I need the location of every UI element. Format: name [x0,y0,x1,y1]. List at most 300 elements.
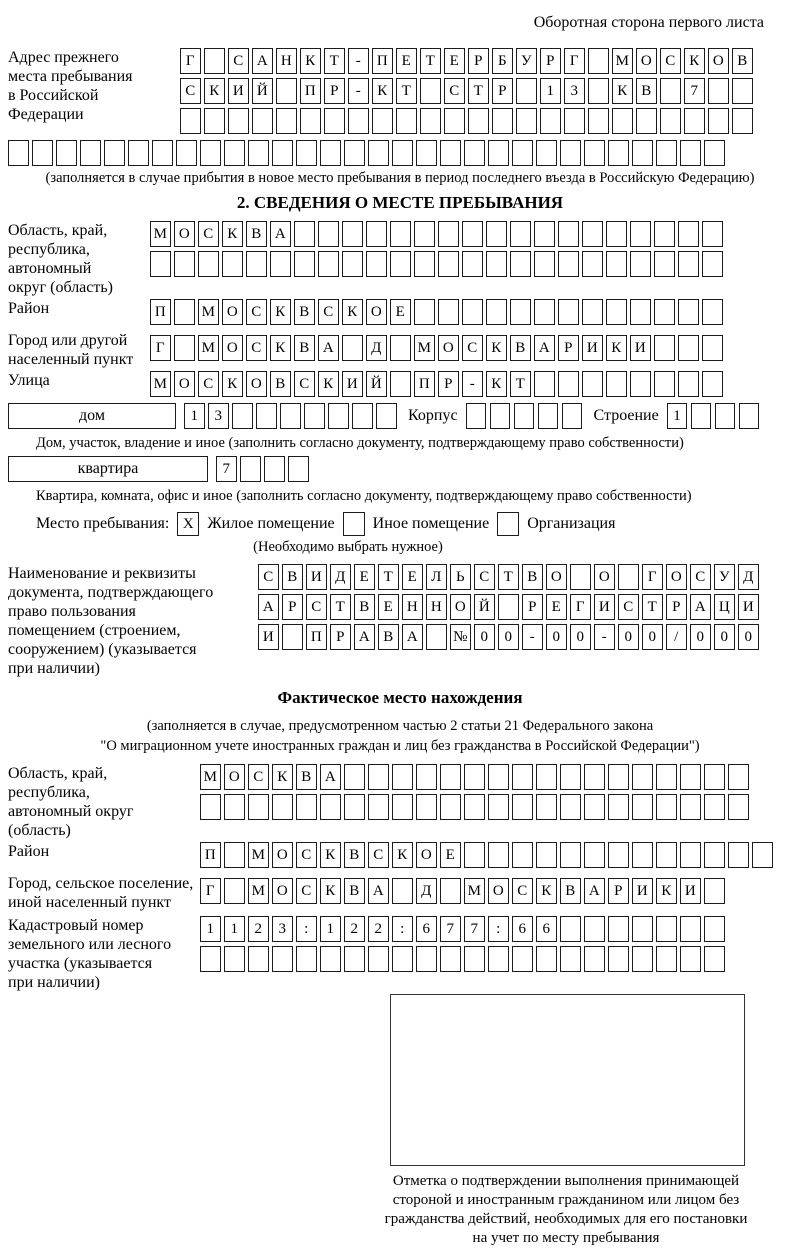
char-box[interactable]: И [680,878,701,904]
char-box[interactable] [680,794,701,820]
char-box[interactable]: О [488,878,509,904]
char-box[interactable] [416,946,437,972]
char-box[interactable]: М [414,335,435,361]
char-box[interactable] [396,108,417,134]
char-box[interactable]: С [296,878,317,904]
char-box[interactable]: В [270,371,291,397]
char-box[interactable]: П [306,624,327,650]
char-box[interactable] [680,842,701,868]
char-box[interactable] [328,403,349,429]
char-box[interactable] [584,764,605,790]
char-box[interactable]: 3 [272,916,293,942]
char-box[interactable]: Т [498,564,519,590]
char-box[interactable] [174,299,195,325]
char-box[interactable] [678,371,699,397]
char-box[interactable] [512,140,533,166]
char-box[interactable] [570,564,591,590]
char-box[interactable] [486,251,507,277]
char-box[interactable] [320,946,341,972]
char-box[interactable] [318,251,339,277]
char-box[interactable] [560,916,581,942]
char-box[interactable]: А [252,48,273,74]
char-box[interactable] [534,251,555,277]
char-box[interactable]: Р [324,78,345,104]
char-box[interactable]: М [198,299,219,325]
char-box[interactable]: Р [438,371,459,397]
char-box[interactable]: С [246,335,267,361]
char-box[interactable]: А [690,594,711,620]
char-box[interactable]: Г [180,48,201,74]
char-box[interactable] [462,221,483,247]
char-box[interactable] [564,108,585,134]
char-box[interactable] [702,299,723,325]
char-box[interactable] [588,108,609,134]
char-box[interactable] [630,371,651,397]
char-box[interactable] [224,842,245,868]
char-box[interactable] [516,108,537,134]
char-box[interactable]: И [228,78,249,104]
char-box[interactable]: И [630,335,651,361]
char-box[interactable]: С [294,371,315,397]
char-box[interactable]: 0 [498,624,519,650]
char-box[interactable] [414,251,435,277]
char-box[interactable]: О [246,371,267,397]
char-box[interactable] [654,371,675,397]
char-box[interactable] [516,78,537,104]
char-box[interactable]: 7 [440,916,461,942]
char-box[interactable]: К [320,842,341,868]
char-box[interactable] [366,251,387,277]
char-box[interactable]: Ь [450,564,471,590]
char-box[interactable] [560,842,581,868]
char-box[interactable]: 0 [570,624,591,650]
char-box[interactable] [180,108,201,134]
char-box[interactable]: Р [558,335,579,361]
char-box[interactable] [344,140,365,166]
char-box[interactable]: П [300,78,321,104]
char-box[interactable] [344,794,365,820]
char-box[interactable] [630,299,651,325]
char-box[interactable] [462,299,483,325]
char-box[interactable]: В [344,842,365,868]
char-box[interactable]: 7 [684,78,705,104]
char-box[interactable]: 2 [344,916,365,942]
char-box[interactable] [366,221,387,247]
char-box[interactable]: Б [492,48,513,74]
char-box[interactable] [426,624,447,650]
char-box[interactable] [464,842,485,868]
char-box[interactable] [656,794,677,820]
char-box[interactable] [200,946,221,972]
char-box[interactable]: Р [540,48,561,74]
char-box[interactable]: 3 [564,78,585,104]
char-box[interactable] [632,764,653,790]
char-box[interactable] [288,456,309,482]
char-box[interactable] [732,108,753,134]
char-box[interactable] [534,221,555,247]
char-box[interactable]: А [534,335,555,361]
char-box[interactable]: В [282,564,303,590]
char-box[interactable] [562,403,583,429]
char-box[interactable]: Д [738,564,759,590]
char-box[interactable] [618,564,639,590]
char-box[interactable] [660,78,681,104]
char-box[interactable]: : [392,916,413,942]
char-box[interactable] [582,299,603,325]
char-box[interactable]: Е [440,842,461,868]
char-box[interactable] [272,794,293,820]
char-box[interactable] [654,299,675,325]
char-box[interactable] [704,842,725,868]
char-box[interactable]: К [536,878,557,904]
char-box[interactable] [512,764,533,790]
char-box[interactable]: С [660,48,681,74]
char-box[interactable]: К [318,371,339,397]
char-box[interactable]: Г [570,594,591,620]
char-box[interactable] [368,946,389,972]
char-box[interactable] [390,221,411,247]
char-box[interactable] [320,794,341,820]
char-box[interactable]: С [462,335,483,361]
char-box[interactable] [632,140,653,166]
char-box[interactable] [416,764,437,790]
char-box[interactable] [486,221,507,247]
char-box[interactable]: № [450,624,471,650]
char-box[interactable]: М [198,335,219,361]
char-box[interactable]: О [666,564,687,590]
char-box[interactable] [198,251,219,277]
char-box[interactable]: 0 [474,624,495,650]
char-box[interactable] [488,140,509,166]
char-box[interactable]: Е [390,299,411,325]
char-box[interactable] [352,403,373,429]
char-box[interactable]: И [632,878,653,904]
char-box[interactable] [414,221,435,247]
char-box[interactable] [514,403,535,429]
char-box[interactable]: К [486,335,507,361]
char-box[interactable] [488,764,509,790]
char-box[interactable] [296,140,317,166]
char-box[interactable]: С [318,299,339,325]
char-box[interactable]: В [294,299,315,325]
char-box[interactable] [222,251,243,277]
char-box[interactable] [536,764,557,790]
char-box[interactable]: И [258,624,279,650]
char-box[interactable] [678,221,699,247]
char-box[interactable]: Й [366,371,387,397]
char-box[interactable]: М [248,842,269,868]
char-box[interactable] [492,108,513,134]
char-box[interactable]: 6 [416,916,437,942]
char-box[interactable] [464,764,485,790]
char-box[interactable]: 1 [224,916,245,942]
char-box[interactable]: Р [330,624,351,650]
char-box[interactable]: В [344,878,365,904]
char-box[interactable]: С [444,78,465,104]
char-box[interactable]: А [368,878,389,904]
char-box[interactable] [608,140,629,166]
char-box[interactable] [464,794,485,820]
char-box[interactable] [702,371,723,397]
char-box[interactable]: Р [492,78,513,104]
char-box[interactable] [680,916,701,942]
char-box[interactable] [176,140,197,166]
char-box[interactable] [728,794,749,820]
char-box[interactable]: Т [324,48,345,74]
char-box[interactable] [510,221,531,247]
char-box[interactable]: О [594,564,615,590]
char-box[interactable] [678,335,699,361]
char-box[interactable]: К [342,299,363,325]
char-box[interactable]: Р [282,594,303,620]
char-box[interactable]: - [522,624,543,650]
char-box[interactable]: 0 [618,624,639,650]
checkbox-residential[interactable]: X [177,512,199,536]
char-box[interactable]: О [450,594,471,620]
char-box[interactable]: К [270,335,291,361]
char-box[interactable] [342,221,363,247]
char-box[interactable] [246,251,267,277]
char-box[interactable]: К [606,335,627,361]
char-box[interactable] [80,140,101,166]
char-box[interactable]: С [198,221,219,247]
char-box[interactable]: Г [150,335,171,361]
char-box[interactable]: К [272,764,293,790]
char-box[interactable]: К [222,221,243,247]
char-box[interactable] [372,108,393,134]
char-box[interactable]: / [666,624,687,650]
char-box[interactable] [224,878,245,904]
char-box[interactable]: Т [396,78,417,104]
char-box[interactable] [282,624,303,650]
char-box[interactable] [296,946,317,972]
char-box[interactable] [608,916,629,942]
char-box[interactable] [438,221,459,247]
char-box[interactable]: К [612,78,633,104]
char-box[interactable] [280,403,301,429]
char-box[interactable] [680,764,701,790]
char-box[interactable]: Е [378,594,399,620]
char-box[interactable] [392,946,413,972]
house-type-box[interactable]: дом [8,403,176,429]
char-box[interactable]: Р [522,594,543,620]
char-box[interactable]: 1 [184,403,205,429]
char-box[interactable] [630,251,651,277]
char-box[interactable] [232,403,253,429]
char-box[interactable] [32,140,53,166]
char-box[interactable]: О [416,842,437,868]
char-box[interactable]: Т [378,564,399,590]
char-box[interactable] [128,140,149,166]
char-box[interactable]: П [150,299,171,325]
char-box[interactable]: Т [642,594,663,620]
char-box[interactable] [438,251,459,277]
char-box[interactable]: 1 [200,916,221,942]
char-box[interactable]: Т [510,371,531,397]
char-box[interactable]: С [512,878,533,904]
char-box[interactable] [248,794,269,820]
char-box[interactable] [510,251,531,277]
char-box[interactable]: В [296,764,317,790]
char-box[interactable] [536,794,557,820]
char-box[interactable] [636,108,657,134]
char-box[interactable] [376,403,397,429]
char-box[interactable] [420,108,441,134]
char-box[interactable] [420,78,441,104]
char-box[interactable] [488,946,509,972]
char-box[interactable]: Е [444,48,465,74]
char-box[interactable] [224,140,245,166]
char-box[interactable]: О [224,764,245,790]
char-box[interactable] [392,140,413,166]
char-box[interactable]: М [150,371,171,397]
char-box[interactable]: К [300,48,321,74]
char-box[interactable] [684,108,705,134]
char-box[interactable]: В [522,564,543,590]
char-box[interactable] [228,108,249,134]
char-box[interactable] [200,794,221,820]
char-box[interactable] [702,335,723,361]
char-box[interactable]: 6 [536,916,557,942]
char-box[interactable] [440,794,461,820]
char-box[interactable]: И [594,594,615,620]
char-box[interactable] [224,794,245,820]
char-box[interactable]: К [656,878,677,904]
char-box[interactable] [632,842,653,868]
char-box[interactable]: С [180,78,201,104]
char-box[interactable]: М [248,878,269,904]
char-box[interactable]: Е [546,594,567,620]
char-box[interactable] [536,842,557,868]
char-box[interactable]: 1 [667,403,688,429]
char-box[interactable] [416,140,437,166]
char-box[interactable]: М [150,221,171,247]
char-box[interactable] [558,371,579,397]
char-box[interactable] [654,251,675,277]
char-box[interactable]: С [246,299,267,325]
char-box[interactable] [584,794,605,820]
char-box[interactable] [752,842,773,868]
char-box[interactable] [174,251,195,277]
char-box[interactable]: А [320,764,341,790]
char-box[interactable] [678,299,699,325]
char-box[interactable] [588,78,609,104]
char-box[interactable] [270,251,291,277]
char-box[interactable] [272,140,293,166]
char-box[interactable]: 7 [464,916,485,942]
char-box[interactable]: : [296,916,317,942]
char-box[interactable]: И [738,594,759,620]
char-box[interactable]: Т [330,594,351,620]
char-box[interactable]: С [368,842,389,868]
char-box[interactable] [608,794,629,820]
char-box[interactable] [560,946,581,972]
char-box[interactable] [708,108,729,134]
char-box[interactable] [344,946,365,972]
char-box[interactable]: В [636,78,657,104]
char-box[interactable] [342,251,363,277]
char-box[interactable] [368,764,389,790]
char-box[interactable]: О [272,842,293,868]
char-box[interactable]: В [354,594,375,620]
char-box[interactable] [728,842,749,868]
char-box[interactable] [691,403,712,429]
char-box[interactable] [582,371,603,397]
char-box[interactable] [272,946,293,972]
char-box[interactable]: 2 [248,916,269,942]
char-box[interactable]: О [546,564,567,590]
char-box[interactable]: 7 [216,456,237,482]
char-box[interactable] [660,108,681,134]
char-box[interactable]: К [204,78,225,104]
char-box[interactable] [632,916,653,942]
char-box[interactable]: С [690,564,711,590]
char-box[interactable]: Д [416,878,437,904]
char-box[interactable]: Н [426,594,447,620]
char-box[interactable]: С [258,564,279,590]
char-box[interactable] [656,764,677,790]
char-box[interactable] [440,764,461,790]
char-box[interactable]: В [378,624,399,650]
char-box[interactable] [464,946,485,972]
char-box[interactable] [656,140,677,166]
char-box[interactable]: С [618,594,639,620]
char-box[interactable] [486,299,507,325]
char-box[interactable]: О [222,299,243,325]
char-box[interactable]: В [732,48,753,74]
char-box[interactable] [702,221,723,247]
char-box[interactable]: А [354,624,375,650]
char-box[interactable] [715,403,736,429]
char-box[interactable] [704,140,725,166]
char-box[interactable] [739,403,760,429]
char-box[interactable]: - [348,48,369,74]
char-box[interactable] [392,764,413,790]
char-box[interactable] [256,403,277,429]
char-box[interactable] [536,946,557,972]
char-box[interactable]: П [372,48,393,74]
char-box[interactable] [416,794,437,820]
char-box[interactable] [488,794,509,820]
char-box[interactable]: О [222,335,243,361]
char-box[interactable] [704,764,725,790]
char-box[interactable] [150,251,171,277]
char-box[interactable] [728,764,749,790]
char-box[interactable]: И [342,371,363,397]
char-box[interactable]: О [174,371,195,397]
char-box[interactable]: Г [564,48,585,74]
char-box[interactable] [294,251,315,277]
char-box[interactable]: О [366,299,387,325]
char-box[interactable]: Т [468,78,489,104]
char-box[interactable]: В [294,335,315,361]
char-box[interactable]: А [270,221,291,247]
char-box[interactable] [240,456,261,482]
char-box[interactable] [608,842,629,868]
char-box[interactable] [680,140,701,166]
char-box[interactable]: К [392,842,413,868]
char-box[interactable] [704,946,725,972]
char-box[interactable] [438,299,459,325]
char-box[interactable]: 0 [642,624,663,650]
char-box[interactable]: Й [252,78,273,104]
char-box[interactable]: И [306,564,327,590]
char-box[interactable]: Н [402,594,423,620]
char-box[interactable]: 1 [320,916,341,942]
char-box[interactable]: В [246,221,267,247]
char-box[interactable]: Н [276,48,297,74]
char-box[interactable] [390,371,411,397]
